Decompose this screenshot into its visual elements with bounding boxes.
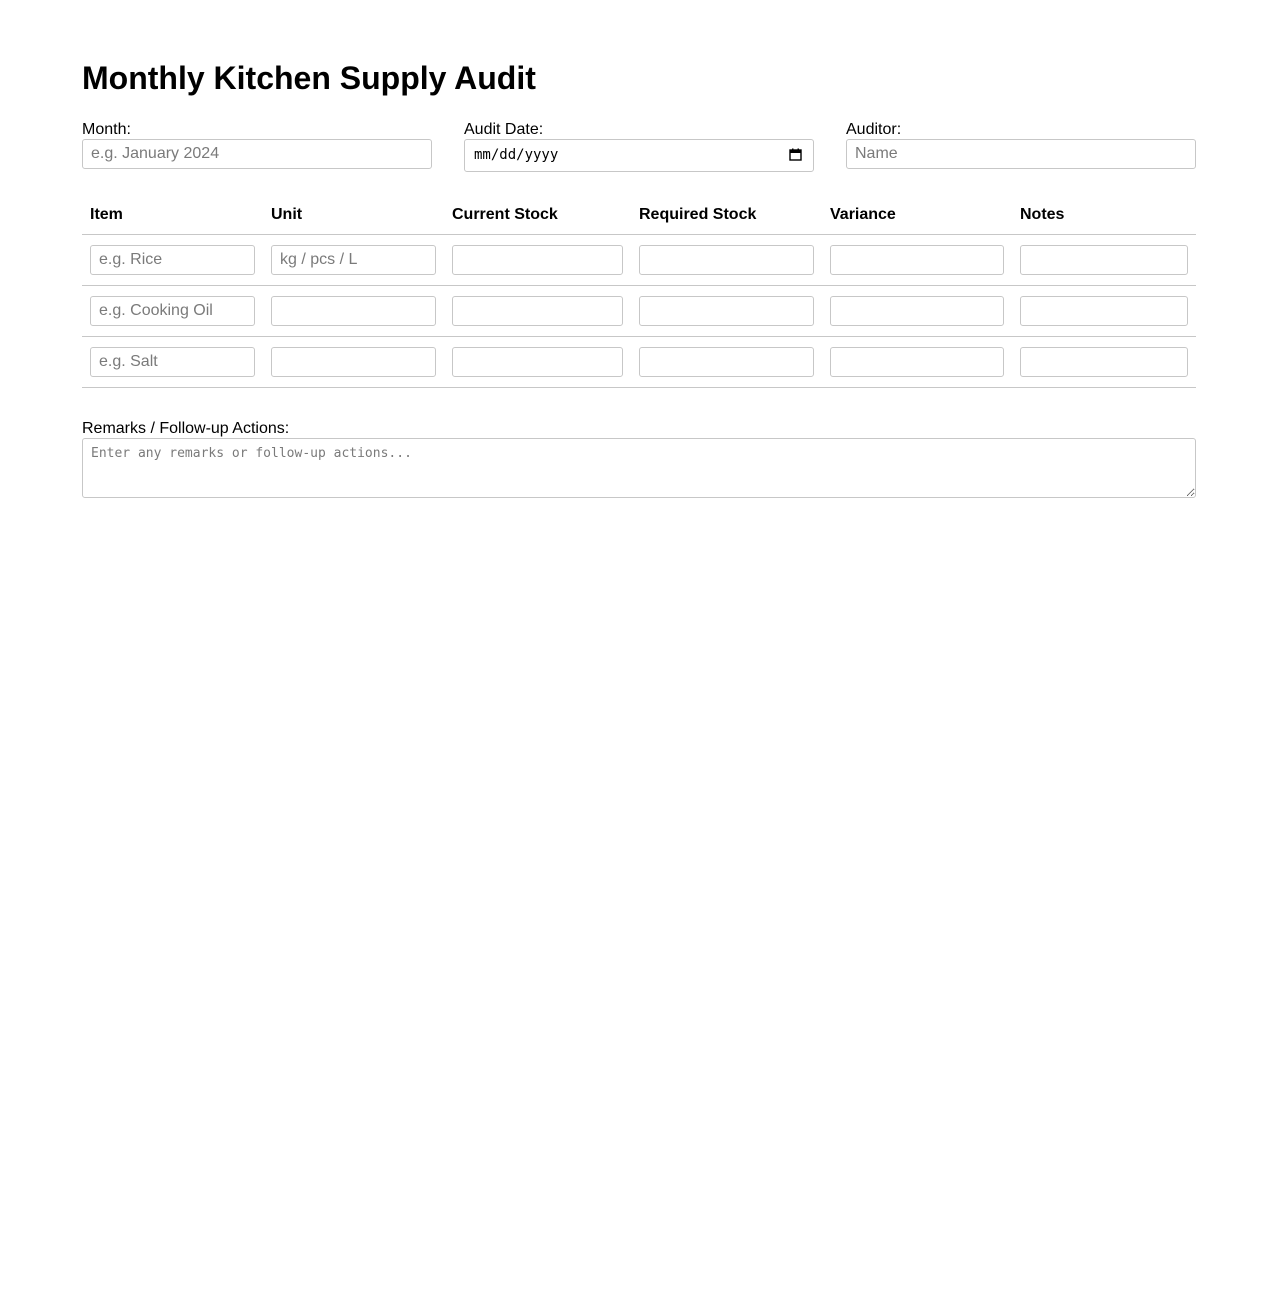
table-cell (631, 235, 822, 286)
table-header-row (82, 195, 1196, 235)
variance-input[interactable] (830, 296, 1004, 326)
remarks-label: Remarks / Follow-up Actions: (82, 420, 290, 437)
month-field-group (82, 120, 432, 169)
table-cell (444, 286, 631, 337)
column-header-current-stock: Current Stock (444, 195, 631, 235)
audit-date-field-group (464, 120, 814, 172)
item-input[interactable] (90, 296, 255, 326)
auditor-input[interactable] (846, 139, 1196, 169)
table-cell (263, 286, 444, 337)
table-cell (82, 286, 263, 337)
page-title: Monthly Kitchen Supply Audit (82, 60, 536, 96)
table-cell (822, 286, 1012, 337)
column-header-required-stock: Required Stock (631, 195, 822, 235)
table-cell (1012, 286, 1196, 337)
auditor-label: Auditor: (846, 121, 902, 138)
table-row (82, 286, 1196, 337)
remarks-textarea[interactable] (82, 438, 1196, 498)
table-cell (263, 235, 444, 286)
required-stock-input[interactable] (639, 296, 814, 326)
notes-input[interactable] (1020, 245, 1188, 275)
supply-table (82, 195, 1196, 388)
column-header-variance: Variance (822, 195, 1012, 235)
unit-input[interactable] (271, 245, 436, 275)
notes-input[interactable] (1020, 347, 1188, 377)
table-cell (82, 337, 263, 388)
table-cell (1012, 235, 1196, 286)
column-header-unit: Unit (263, 195, 444, 235)
unit-input[interactable] (271, 296, 436, 326)
remarks-field-group (82, 419, 1196, 498)
current-stock-input[interactable] (452, 245, 623, 275)
column-header-item: Item (82, 195, 263, 235)
table-row (82, 337, 1196, 388)
table-cell (631, 286, 822, 337)
audit-date-placeholder: mm/dd/yyyy (474, 147, 559, 163)
item-input[interactable] (90, 245, 255, 275)
table-cell (822, 337, 1012, 388)
current-stock-input[interactable] (452, 296, 623, 326)
month-input[interactable] (82, 139, 432, 169)
column-header-notes: Notes (1012, 195, 1196, 235)
unit-input[interactable] (271, 347, 436, 377)
auditor-field-group (846, 120, 1196, 169)
audit-meta-fields (82, 120, 1196, 180)
table-cell (444, 337, 631, 388)
required-stock-input[interactable] (639, 245, 814, 275)
table-row (82, 235, 1196, 286)
table-cell (263, 337, 444, 388)
variance-input[interactable] (830, 347, 1004, 377)
required-stock-input[interactable] (639, 347, 814, 377)
table-cell (822, 235, 1012, 286)
month-label: Month: (82, 121, 131, 138)
table-cell (82, 235, 263, 286)
audit-date-label: Audit Date: (464, 121, 544, 138)
table-cell (631, 337, 822, 388)
table-cell (1012, 337, 1196, 388)
calendar-icon[interactable] (789, 148, 802, 161)
current-stock-input[interactable] (452, 347, 623, 377)
audit-date-input[interactable] (464, 139, 814, 172)
notes-input[interactable] (1020, 296, 1188, 326)
item-input[interactable] (90, 347, 255, 377)
variance-input[interactable] (830, 245, 1004, 275)
table-cell (444, 235, 631, 286)
